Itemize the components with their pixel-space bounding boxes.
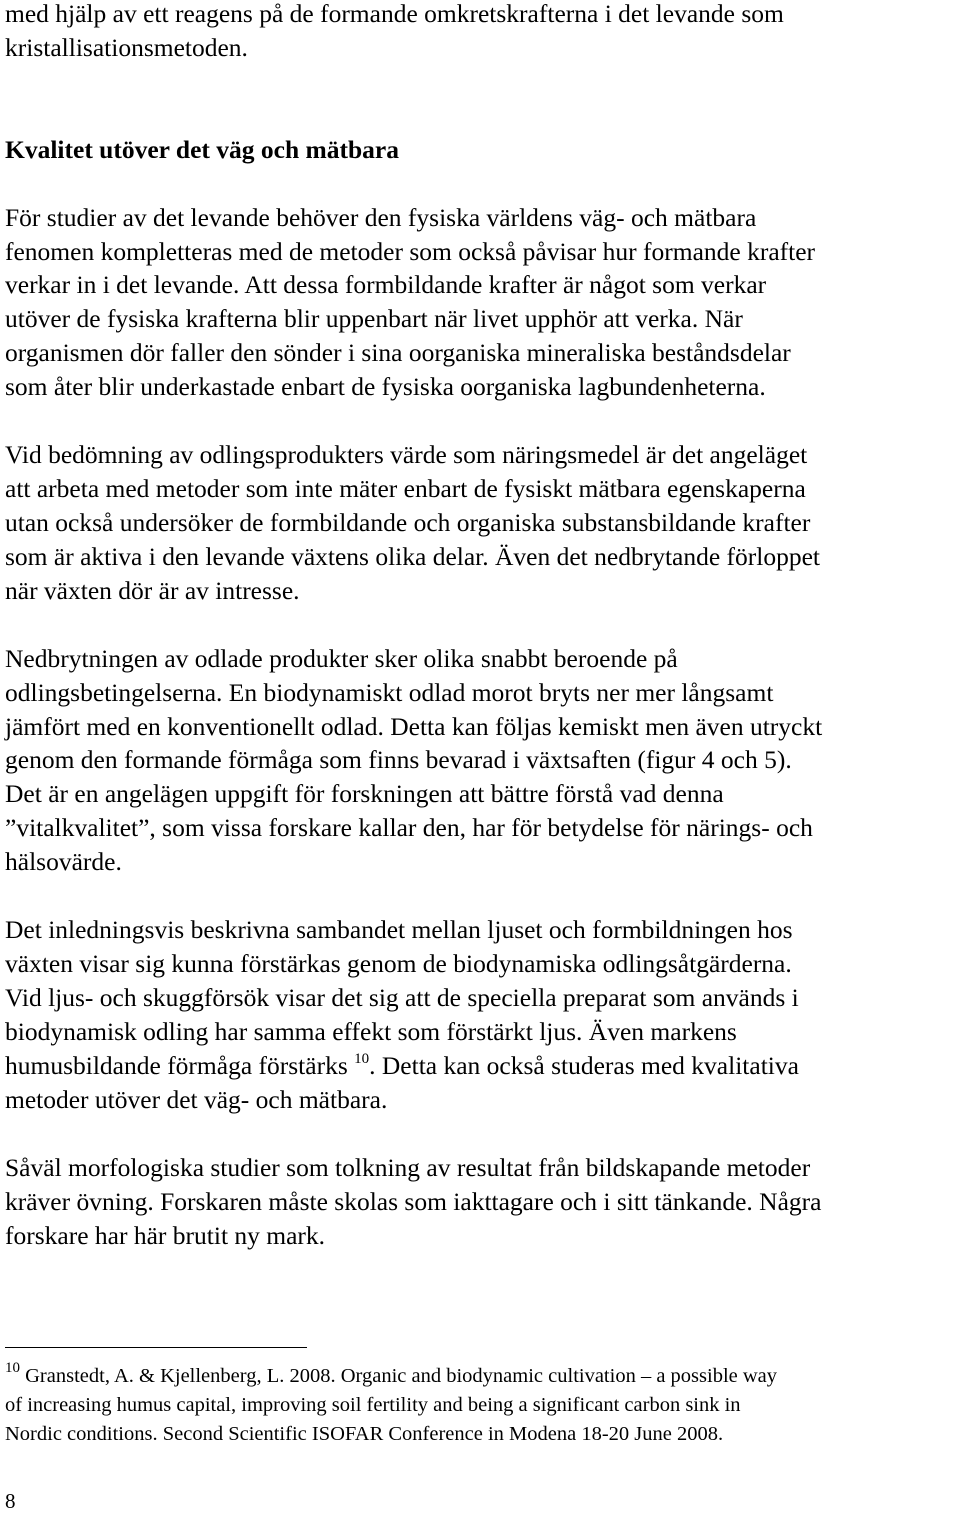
footnote-separator <box>5 1347 307 1348</box>
p2-line-2: att arbeta med metoder som inte mäter enbart de fysiskt mätbara egenskaperna <box>5 474 806 503</box>
p5-line-2: kräver övning. Forskaren måste skolas som iakttagare och i sitt tänkande. Några <box>5 1187 822 1216</box>
p2-line-1: Vid bedömning av odlingsprodukters värde som näringsmedel är det angeläget <box>5 440 808 469</box>
p1-line-3: verkar in i det levande. Att dessa formbildande krafter är något som verkar <box>5 270 767 299</box>
footnote-line-2: of increasing humus capital, improving soil fertility and being a significant carbon sink in <box>5 1394 741 1416</box>
p5-line-3: forskare har här brutit ny mark. <box>5 1221 326 1250</box>
p2-line-5: när växten dör är av intresse. <box>5 576 300 605</box>
p4-line-2: växten visar sig kunna förstärkas genom de biodynamiska odlingsåtgärderna. <box>5 949 792 978</box>
p3-line-3: jämfört med en konventionellt odlad. Detta kan följas kemiskt men även utryckt <box>5 712 823 741</box>
p3-line-1: Nedbrytningen av odlade produkter sker olika snabbt beroende på <box>5 644 678 673</box>
footnote-line-1 <box>5 1362 777 1391</box>
p4-line-6: metoder utöver det väg- och mätbara. <box>5 1085 388 1114</box>
p5-line-1: Såväl morfologiska studier som tolkning av resultat från bildskapande metoder <box>5 1153 811 1182</box>
p4-line-5 <box>5 1049 799 1083</box>
section-heading: Kvalitet utöver det väg och mätbara <box>5 135 400 164</box>
p4-line-4: biodynamisk odling har samma effekt som förstärkt ljus. Även markens <box>5 1017 737 1046</box>
p4-line-3: Vid ljus- och skuggförsök visar det sig att de speciella preparat som används i <box>5 983 799 1012</box>
p3-line-6: ”vitalkvalitet”, som vissa forskare kallar den, har för betydelse för närings- och <box>5 813 813 842</box>
footnote-number: 10 <box>5 1360 20 1377</box>
p3-line-2: odlingsbetingelserna. En biodynamiskt odlad morot bryts ner mer långsamt <box>5 678 774 707</box>
p3-line-4: genom den formande förmåga som finns bevarad i växtsaften (figur 4 och 5). <box>5 745 792 774</box>
p2-line-4: som är aktiva i den levande växtens olika delar. Även det nedbrytande förloppet <box>5 542 821 571</box>
p2-line-3: utan också undersöker de formbildande och organiska substansbildande krafter <box>5 508 811 537</box>
p1-line-2: fenomen kompletteras med de metoder som också påvisar hur formande krafter <box>5 237 816 266</box>
p3-line-7: hälsovärde. <box>5 847 122 876</box>
p1-line-6: som åter blir underkastade enbart de fysiska oorganiska lagbundenheterna. <box>5 372 766 401</box>
p3-line-5: Det är en angelägen uppgift för forskningen att bättre förstå vad denna <box>5 779 724 808</box>
footnote-line-3: Nordic conditions. Second Scientific ISOFAR Conference in Modena 18-20 June 2008. <box>5 1423 724 1445</box>
p1-line-4: utöver de fysiska krafterna blir uppenbart när livet upphör att verka. När <box>5 304 743 333</box>
page-number: 8 <box>5 1489 16 1513</box>
p4-line-1: Det inledningsvis beskrivna sambandet mellan ljuset och formbildningen hos <box>5 915 793 944</box>
footnote-text-1: Granstedt, A. & Kjellenberg, L. 2008. Organic and biodynamic cultivation – a possible way <box>20 1365 778 1387</box>
p4-line-5-text-after: . Detta kan också studeras med kvalitativa <box>369 1051 799 1080</box>
footnote-reference: 10 <box>354 1050 370 1067</box>
p1-line-1: För studier av det levande behöver den fysiska världens väg- och mätbara <box>5 203 757 232</box>
intro-line-2: kristallisationsmetoden. <box>5 33 248 62</box>
intro-line-1: med hjälp av ett reagens på de formande omkretskrafterna i det levande som <box>5 0 784 28</box>
p1-line-5: organismen dör faller den sönder i sina oorganiska mineraliska beståndsdelar <box>5 338 791 367</box>
p4-line-5-text: humusbildande förmåga förstärks <box>5 1051 355 1080</box>
